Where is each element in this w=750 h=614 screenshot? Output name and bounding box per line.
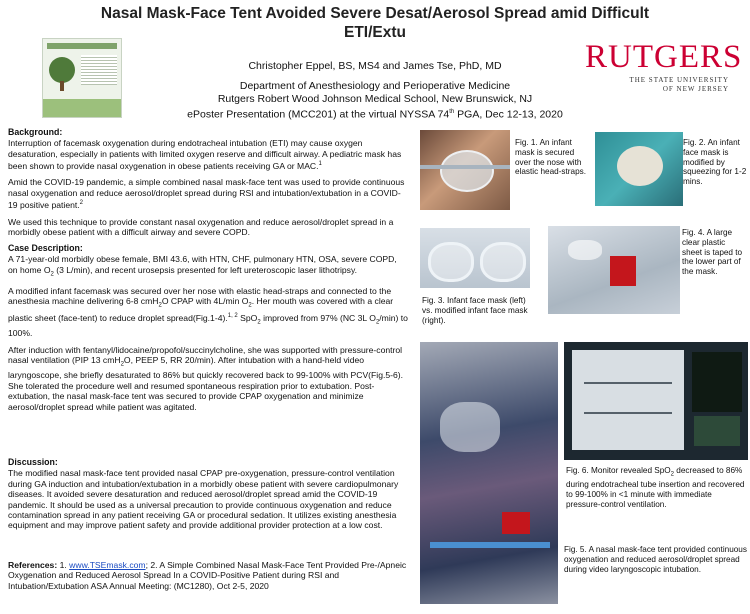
background-heading: Background: [8, 127, 63, 137]
school: Rutgers Robert Wood Johnson Medical School, New Brunswick, NJ [217, 93, 533, 105]
logo-line-2: OF NEW JERSEY [662, 85, 729, 93]
case-paragraph-1: A 71-year-old morbidly obese female, BMI 43.6, with HTN, CHF, pulmonary HTN, OSA, severe COPD, on home $O_2$ (3 L/min), and recent urosepsis presented for left ureteroscopic laser lithotripsy. [8, 254, 397, 278]
references-section: References: 1. www.TSEmask.com; 2. A Simple Combined Nasal Mask-Face Tent Provided Pre-/Apneic Oxygenation and Reduced Aerosol Spread In a COVID-Positive Patient during RSI and Intubation/Extubation ASA Annual Meeting: (MC1280), Oct 2-5, 2020 [8, 560, 407, 591]
fig1-caption: Fig. 1. An infant mask is secured over the nose with elastic head-straps. [515, 138, 586, 177]
background-paragraph-3: We used this technique to provide constant nasal oxygenation and reduce aerosol/droplet spread in a morbidly obese patient with a difficult airway and severe COPD. [8, 216, 394, 237]
references-label: References: [8, 560, 58, 570]
poster-title: Nasal Mask-Face Tent Avoided Severe Desat/Aerosol Spread amid Difficult ETI/Extu [100, 5, 650, 41]
fig5-caption: Fig. 5. A nasal mask-face tent provided continuous oxygenation and reduced aerosol/droplet spread during video laryngoscopic intubation. [564, 545, 747, 574]
authors: Christopher Eppel, BS, MS4 and James Tse, PhD, MD [248, 60, 502, 72]
fig5-photo [420, 342, 558, 604]
background-section [8, 127, 408, 243]
fig6-photo [564, 342, 748, 460]
fig4-caption: Fig. 4. A large clear plastic sheet is taped to the lower part of the mask. [682, 228, 743, 277]
affiliation [160, 80, 590, 122]
tsemask-link[interactable]: www.TSEmask.com [69, 560, 146, 570]
fig2-photo [595, 132, 683, 206]
logo-line-1: THE STATE UNIVERSITY [629, 76, 729, 84]
fig1-photo [420, 130, 510, 210]
fig2-caption: Fig. 2. An infant face mask is modified by squeezing for 1-2 mins. [683, 138, 747, 187]
discussion-heading: Discussion: [8, 457, 58, 467]
rutgers-logo [585, 38, 743, 108]
case-section [8, 243, 408, 418]
case-paragraph-2: A modified infant facemask was secured over her nose with elastic head-straps and connected to the anesthesia machine delivering 6-8 cmH$_2$O CPAP with 4L/min $O_2$. Her mouth was covered with a clear plastic sheet (face-tent) to reduce droplet spread(Fig.1-4).$^{1, 2}$ SpO$_2$ improved from 97% (NC 3L $O_2/\min$) to 100%. [8, 285, 408, 339]
department: Department of Anesthesiology and Perioperative Medicine [239, 80, 511, 92]
fig6-caption: Fig. 6. Monitor revealed SpO$_2$ decreased to 86% during endotracheal tube insertion and recovered to 99-100% in <1 minute with immediate pressure-control ventilation. [566, 466, 745, 510]
discussion-section [8, 457, 408, 537]
poster-thumbnail-image [42, 38, 122, 118]
fig4-photo [548, 226, 680, 314]
background-paragraph-1: Interruption of facemask oxygenation during endotracheal intubation (ETI) may cause oxygen desaturation, especially in patients with limited oxygen reserve and difficult airway. A pediatric mask has been shown to provide nasal oxygenation in obese patients receiving GA or MAC.$^1$ [8, 138, 402, 172]
case-paragraph-3: After induction with fentanyl/lidocaine/propofol/succinylcholine, she was supported with pressure-control nasal ventilation (PIP 13 cmH$_2$O, PEEP 5, RR 20/min). After intubation with a hand-held video laryngoscope, she briefly desaturated to 86% but quickly recovered back to 99-100% with PCV(Fig.5-6). She tolerated the procedure well and resumed spontaneous respiration prior to extubation. Post-extubation, the nasal mask-face tent was secured to provide CPAP oxygenation and minimize aerosol/droplet spread while patient was agitated. [8, 344, 404, 412]
presentation-info: ePoster Presentation (MCC201) at the virtual NYSSA 74th PGA, Dec 12-13, 2020 [187, 108, 563, 121]
fig3-photo [420, 228, 530, 288]
case-heading: Case Description: [8, 243, 83, 253]
background-paragraph-2: Amid the COVID-19 pandemic, a simple combined nasal mask-face tent was used to provide continuous nasal oxygenation and reduce aerosol/droplet spread during RSI and intubation/extubation in a COVID-19 positive patient.$^2$ [8, 177, 405, 211]
logo-wordmark: RUTGERS [585, 39, 743, 75]
fig3-caption: Fig. 3. Infant face mask (left) vs. modified infant face mask (right). [422, 296, 528, 325]
discussion-paragraph: The modified nasal mask-face tent provided nasal CPAP pre-oxygenation, pressure-control ventilation during GA induction and intubation/extubation in a morbidly obese patient with severe cardiopulmonary diseases. It avoided severe desaturation and reduced aerosol/droplet spread amid the COVID-19 pandemic. It should be used as a universal precaution to provide continuous oxygenation and reduce contamination spread in any patient receiving GA or procedural sedation. It utilizes existing anesthesia equipment and may improve patient safety and provide additional provider protection at a low cost. [8, 468, 399, 531]
